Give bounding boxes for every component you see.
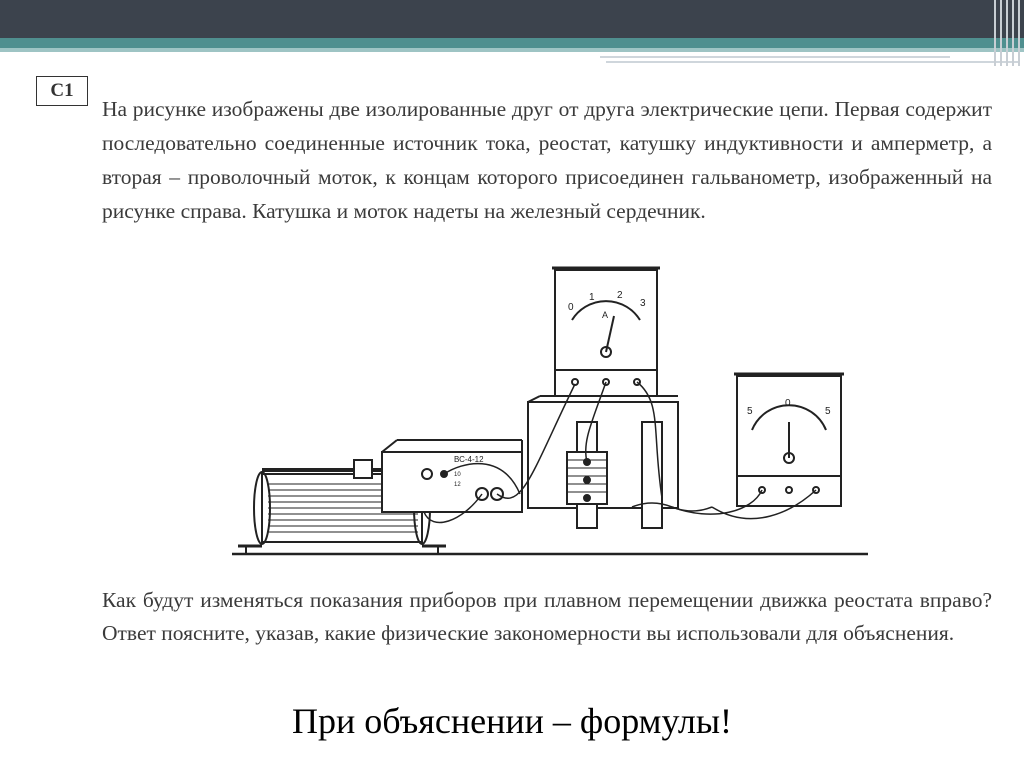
ammeter-scale-3: 3: [640, 298, 646, 309]
galvanometer-scale-left: 5: [747, 406, 753, 417]
galvanometer: [734, 374, 844, 506]
problem-label: С1: [36, 76, 88, 106]
decorative-line: [600, 56, 950, 58]
ammeter-scale-2: 2: [617, 290, 623, 301]
question-text: Как будут изменяться показания приборов при плавном перемещении движка реостата вправо? Ответ поясните, указав, какие физические закономерности вы использовали для объяснения.: [102, 588, 992, 645]
galvanometer-scale-zero: 0: [785, 398, 791, 409]
source-terminal-1: 10: [454, 472, 461, 478]
ammeter-scale-1: 1: [589, 292, 595, 303]
galvanometer-scale-right: 5: [825, 406, 831, 417]
header-bar: [0, 0, 1024, 38]
current-source: [382, 440, 522, 512]
decorative-line: [606, 61, 1018, 63]
problem-text: На рисунке изображены две изолированные друг от друга электрические цепи. Первая содержит последовательно соединенные источник тока, реостат, катушку индуктивности и амперметр, а вторая – проволочный моток, к концам которого присоединен гальванометр, изображенный на рисунке справа. Катушка и моток надеты на железный сердечник.: [102, 97, 992, 223]
circuit-figure: [232, 262, 872, 562]
accent-band-light: [0, 48, 1024, 52]
note-text: При объяснении – формулы!: [292, 701, 732, 741]
decorative-bars: [988, 0, 1024, 66]
source-terminal-2: 12: [454, 482, 461, 488]
ammeter-scale-0: 0: [568, 302, 574, 313]
ammeter-unit: A: [602, 310, 609, 320]
ammeter: [552, 268, 660, 396]
source-label: ВС-4-12: [454, 455, 484, 464]
accent-band: [0, 38, 1024, 48]
